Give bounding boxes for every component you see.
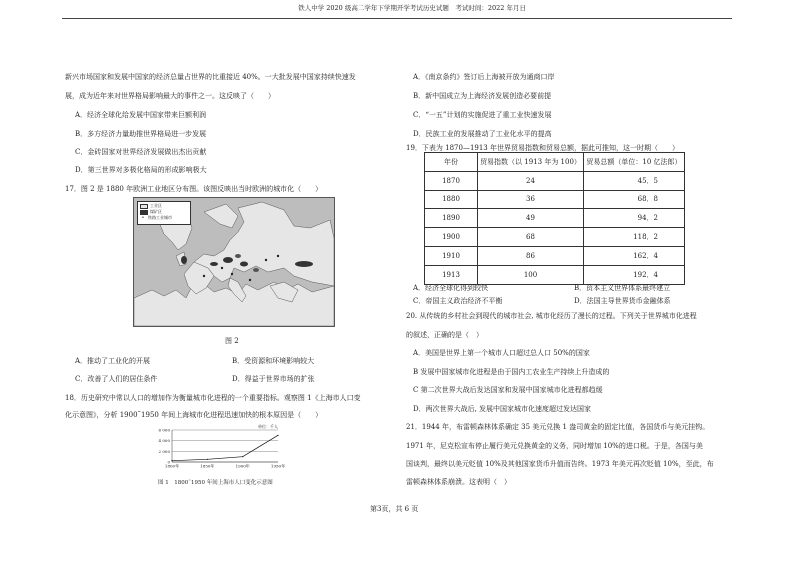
q16-option-d: D．第三世界对多极化格局的形成影响极大 [75,166,207,174]
q20-stem-line2: 的叙述，正确的是（ ） [406,331,483,339]
legend-label: 工业区 [150,203,162,208]
header-year: 年份 [425,153,478,172]
q16-option-c: C．金砖国家对世界经济发展做出杰出贡献 [75,148,207,156]
q20-stem-line1: 20. 从传统的乡村社会到现代的城市社会, 城市化经历了漫长的过程。下列关于世界城市化进程 [406,312,697,320]
y-tick-label: 0 [167,459,170,465]
cell-year: 1900 [425,228,478,247]
q18-option-c: C．“一五”计划的实施促进了重工业快速发展 [413,111,552,119]
cell-total: 68．8 [584,190,685,209]
cell-total: 192．4 [584,265,685,284]
q16-option-b: B．多方经济力量助推世界格局进一步发展 [75,130,207,138]
cell-total: 118．2 [584,228,685,247]
q18-option-d: D．民族工业的发展推动了工业化水平的提高 [413,130,552,138]
q18-stem-line2: 化示意图》，分析 1900˜1950 年间上海城市化进程迅速加快的根本原因是（ ） [65,411,323,419]
cell-total: 94．2 [584,209,685,228]
cell-year: 1910 [425,246,478,265]
q20-option-a: A．美国是世界上第一个城市人口超过总人口 50%的国家 [413,349,590,357]
cell-index: 24 [478,171,584,190]
cell-index: 100 [478,265,584,284]
cell-total: 45．5 [584,171,685,190]
cell-year: 1890 [425,209,478,228]
q16-option-a: A．经济全球化给发展中国家带来巨额利润 [75,111,207,119]
legend-swatch-light [140,204,148,209]
q19-stem: 19．下表为 1870—1913 年世界贸易指数和贸易总额，据此可推知，这一时期（ ） [406,144,679,152]
q21-line4: 雷顿森林体系崩溃。这表明（ ） [406,478,511,486]
q18-option-a: A．《南京条约》签订后上海被开放为通商口岸 [413,73,555,81]
q18-stem-line1: 18．历史研究中常以人口的增加作为衡量城市化进程的一个重要指标。观察图 1《上海市人口变 [65,394,361,402]
table-header-row [425,153,685,172]
cell-total: 162．4 [584,246,685,265]
cell-index: 86 [478,246,584,265]
x-tick-label: 1900年 [235,463,250,469]
y-tick-label: 6 000 [158,427,170,433]
y-tick-label: 4 000 [158,438,170,444]
europe-industrial-map [133,197,335,327]
map-legend [137,201,191,225]
unit-label: 单位：千人 [258,424,278,429]
q16-stem-line1: 新兴市场国家和发展中国家的经济总量占世界的比重接近 40%。一大批发展中国家持续快速发 [65,73,356,81]
page-footer: 第3页，共 6 页 [370,505,419,513]
q17-option-d: D．得益于世界市场的扩张 [232,375,315,383]
q19-option-b: B．资本主义世界体系最终建立 [574,284,671,292]
q19-option-d: D．法国主导世界货币金融体系 [574,297,671,305]
table-row [425,246,685,265]
population-line-chart [150,422,290,469]
legend-swatch-dark [140,210,148,215]
cell-index: 68 [478,228,584,247]
q19-option-a: A．经济全球化得到较快 [413,284,489,292]
cell-year: 1870 [425,171,478,190]
chart-caption: 图 1 1800˜1950 年间上海市人口变化示意图 [158,480,273,486]
y-tick-label: 2 000 [158,448,170,454]
data-point [277,435,278,436]
cell-index: 49 [478,209,584,228]
header-trade-total: 贸易总额（单位：10 亿法郎） [584,153,685,172]
x-tick-label: 1950年 [270,463,286,469]
q17-option-b: B．受资源和环境影响较大 [232,357,315,365]
legend-dot-icon: • [141,214,145,221]
shanghai-population-chart [150,422,290,469]
q20-option-d: D．两次世界大战后, 发展中国家城市化速度超过发达国家 [413,405,592,413]
cell-year: 1880 [425,190,478,209]
table-row [425,265,685,284]
q19-option-c: C．帝国主义政治经济不平衡 [413,297,503,305]
header-rule [62,18,732,19]
q17-stem: 17．图 2 是 1880 年欧洲工业地区分布图。该图反映出当时欧洲的城市化（ ） [65,185,323,193]
table-row [425,190,685,209]
map-caption: 图 2 [225,337,239,345]
x-tick-label: 1850年 [200,463,215,469]
cell-index: 36 [478,190,584,209]
legend-label: 煤矿区 [150,209,162,214]
q20-option-b: B 发展中国家城市化进程是由于国内工农业生产持续上升造成的 [413,368,610,376]
q21-line2: 1971 年，尼克松宣布停止履行美元兑换黄金的义务，同时增加 10%的进口税。于是，各国与美 [406,442,703,450]
q18-option-b: B．新中国成立为上海经济发展创造必要前提 [413,92,552,100]
legend-label: 铁路工业城市 [148,215,172,220]
q21-line3: 国谈判，最终以美元贬值 10%及其他国家货币升值而告终。1973 年美元再次贬值 10%，至此，布 [406,460,714,468]
series-line [172,435,278,460]
legend-item-city [140,215,188,221]
table-row [425,171,685,190]
table-row [425,228,685,247]
trade-table [424,152,685,285]
data-point [242,456,243,457]
q21-line1: 21．1944 年，布雷顿森林体系确定 35 美元兑换 1 盎司黄金的固定比值，各国货币与美元挂钩。 [406,423,710,431]
q17-option-a: A．推动了工业化的开展 [75,357,151,365]
q20-option-c: C 第二次世界大战后发达国家和发展中国家城市化进程都趋缓 [413,386,603,394]
q16-stem-line2: 展，成为近年来对世界格局影响最大的事件之一。这反映了（ ） [65,92,275,100]
q17-option-c: C．改善了人们的居住条件 [75,375,158,383]
x-tick-label: 1800年 [164,463,180,469]
page-header [0,3,794,17]
data-point [171,460,172,461]
header-trade-index: 贸易指数（以 1913 年为 100） [478,153,584,172]
data-point [207,459,208,460]
header-text: 铁人中学 2020 级高二学年下学期开学考试历史试题 考试时间：2022 年月日 [298,4,526,12]
cell-year: 1913 [425,265,478,284]
table-row [425,209,685,228]
